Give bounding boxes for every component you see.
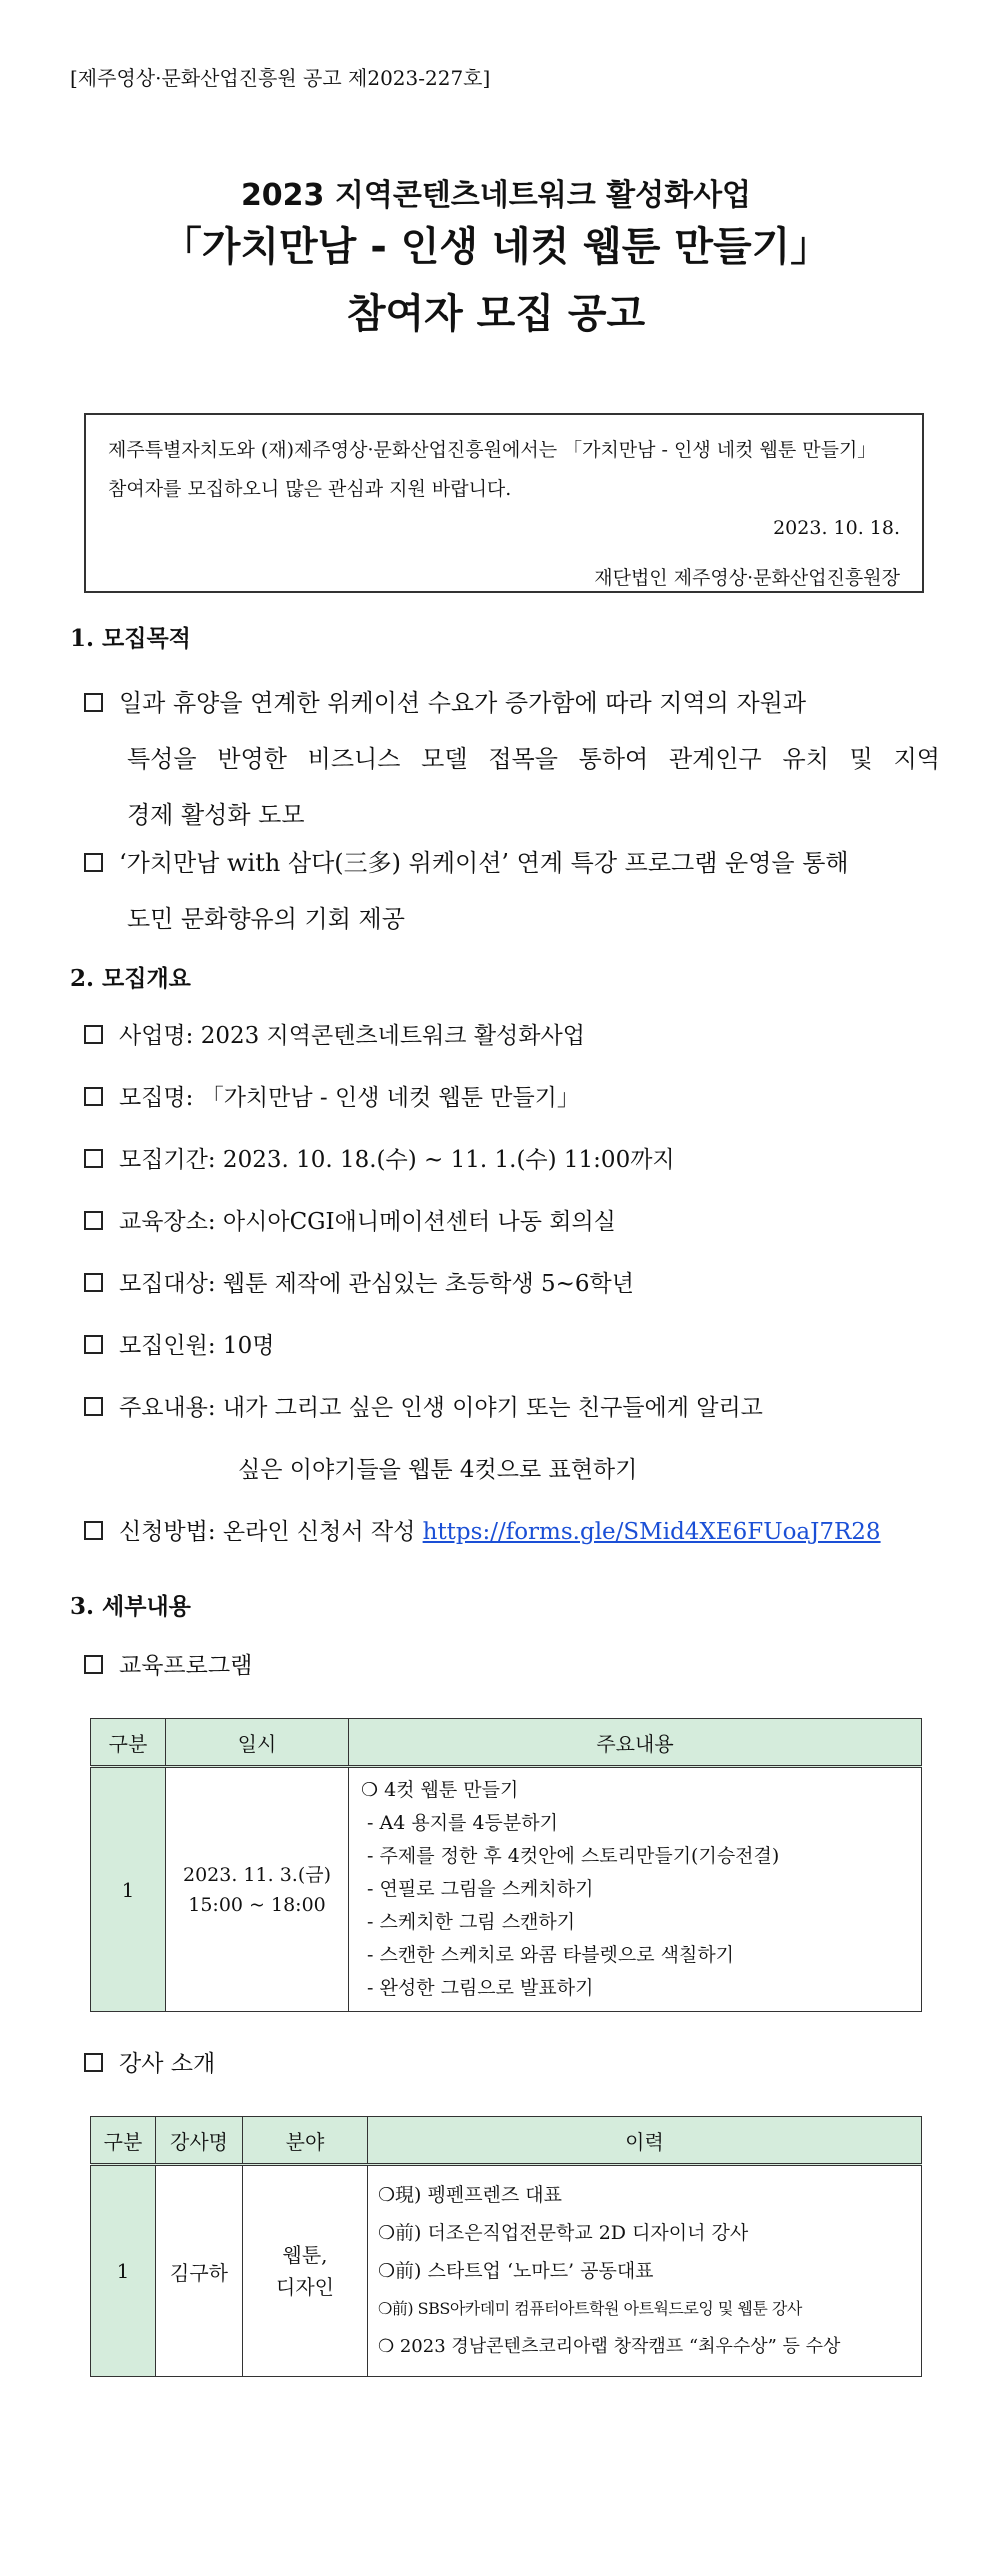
tutor-header-field: 분야: [243, 2117, 368, 2165]
apply-link[interactable]: https://forms.gle/SMid4XE6FUoaJ7R28: [422, 1519, 881, 1545]
career-line: ❍前) 더조은직업전문학교 2D 디자이너 강사: [378, 2222, 749, 2244]
title-line3: 참여자 모집 공고: [346, 291, 646, 337]
tutor-header-career: 이력: [368, 2117, 922, 2165]
overview-content-cont: 싶은 이야기들을 웹툰 4컷으로 표현하기: [238, 1457, 638, 1483]
tutor-row-no: 1: [91, 2165, 156, 2377]
intro-org: 재단법인 제주영상·문화산업진흥원장: [594, 567, 900, 589]
overview-item: 모집인원: 10명: [84, 1320, 274, 1372]
program-row-content: [349, 1767, 922, 2012]
tutor-header-no: 구분: [91, 2117, 156, 2165]
notice-number: [제주영상·문화산업진흥원 공고 제2023-227호]: [70, 66, 491, 90]
program-content-line: - 완성한 그림으로 발표하기: [361, 1977, 594, 1999]
purpose-2-line2: 도민 문화향유의 기회 제공: [127, 905, 405, 933]
program-content-line: - 연필로 그림을 스케치하기: [361, 1878, 594, 1900]
checkbox-icon: [84, 853, 103, 872]
title-line1: 2023 지역콘텐츠네트워크 활성화사업: [240, 178, 752, 213]
section3-heading: 3. 세부내용: [70, 1593, 191, 1620]
purpose-item-2: [84, 835, 940, 947]
career-line: ❍ 2023 경남콘텐츠코리아랩 창작캠프 “최우수상” 등 수상: [378, 2336, 841, 2357]
overview-item: 교육장소: 아시아CGI애니메이션센터 나동 회의실: [84, 1196, 616, 1248]
career-line: ❍現) 펭펜프렌즈 대표: [378, 2184, 563, 2206]
apply-method: [84, 1506, 881, 1558]
checkbox-icon: [84, 1273, 103, 1292]
program-content-line: ❍ 4컷 웹툰 만들기: [361, 1779, 519, 1801]
checkbox-icon: [84, 1335, 103, 1354]
purpose-1-line3: 경제 활성화 도모: [127, 801, 305, 829]
overview-item: 주요내용: 내가 그리고 싶은 인생 이야기 또는 친구들에게 알리고: [84, 1382, 763, 1434]
program-row-datetime: [166, 1767, 349, 2012]
program-header-content: 주요내용: [349, 1719, 922, 1767]
purpose-2-line1: ‘가치만남 with 삼다(三多) 위케이션’ 연계 특강 프로그램 운영을 통해: [119, 849, 849, 877]
section1-heading: 1. 모집목적: [70, 625, 191, 652]
intro-date: 2023. 10. 18.: [773, 517, 900, 539]
tutor-table: [90, 2116, 922, 2377]
overview-item: 모집명: 「가치만남 - 인생 네컷 웹툰 만들기」: [84, 1072, 580, 1124]
intro-box: [84, 413, 924, 593]
career-line: ❍前) SBS아카데미 컴퓨터아트학원 아트웍드로잉 및 웹툰 강사: [378, 2299, 802, 2318]
program-date: 2023. 11. 3.(금): [183, 1863, 331, 1886]
tutor-career: [368, 2165, 922, 2377]
checkbox-icon: [84, 2053, 103, 2072]
program-header-date: 일시: [166, 1719, 349, 1767]
program-time: 15:00 ~ 18:00: [188, 1893, 326, 1916]
purpose-1-line2: 특성을 반영한 비즈니스 모델 접목을 통하여 관계인구 유치 및 지역: [127, 745, 940, 773]
checkbox-icon: [84, 1149, 103, 1168]
career-line: ❍前) 스타트업 ‘노마드’ 공동대표: [378, 2260, 654, 2282]
program-row-no: 1: [91, 1767, 166, 2012]
program-content-line: - A4 용지를 4등분하기: [361, 1812, 558, 1834]
section2-heading: 2. 모집개요: [70, 965, 191, 992]
program-header-no: 구분: [91, 1719, 166, 1767]
program-label: 교육프로그램: [84, 1640, 252, 1692]
program-content-line: - 주제를 정한 후 4컷안에 스토리만들기(기승전결): [361, 1845, 780, 1867]
tutor-field: 웹툰, 디자인: [243, 2165, 368, 2377]
intro-text: 제주특별자치도와 (재)제주영상·문화산업진흥원에서는 「가치만남 - 인생 네컷 웹툰 만들기」 참여자를 모집하오니 많은 관심과 지원 바랍니다.: [108, 439, 877, 500]
title-line2: 「가치만남 - 인생 네컷 웹툰 만들기」: [161, 224, 831, 270]
checkbox-icon: [84, 1655, 103, 1674]
tutor-name: 김구하: [156, 2165, 243, 2377]
checkbox-icon: [84, 1521, 103, 1540]
checkbox-icon: [84, 1087, 103, 1106]
overview-item: 사업명: 2023 지역콘텐츠네트워크 활성화사업: [84, 1010, 585, 1062]
tutor-label: 강사 소개: [84, 2038, 215, 2090]
program-content-line: - 스케치한 그림 스캔하기: [361, 1911, 576, 1933]
apply-label: 신청방법: 온라인 신청서 작성: [119, 1519, 416, 1545]
program-table: [90, 1718, 922, 2012]
purpose-1-line1: 일과 휴양을 연계한 위케이션 수요가 증가함에 따라 지역의 자원과: [119, 689, 806, 717]
checkbox-icon: [84, 1025, 103, 1044]
overview-item: 모집대상: 웹툰 제작에 관심있는 초등학생 5~6학년: [84, 1258, 634, 1310]
checkbox-icon: [84, 1211, 103, 1230]
program-content-line: - 스캔한 스케치로 와콤 타블렛으로 색칠하기: [361, 1944, 735, 1966]
checkbox-icon: [84, 693, 103, 712]
tutor-header-name: 강사명: [156, 2117, 243, 2165]
overview-item: 모집기간: 2023. 10. 18.(수) ~ 11. 1.(수) 11:00까지: [84, 1134, 675, 1186]
checkbox-icon: [84, 1397, 103, 1416]
purpose-item-1: [84, 675, 940, 843]
